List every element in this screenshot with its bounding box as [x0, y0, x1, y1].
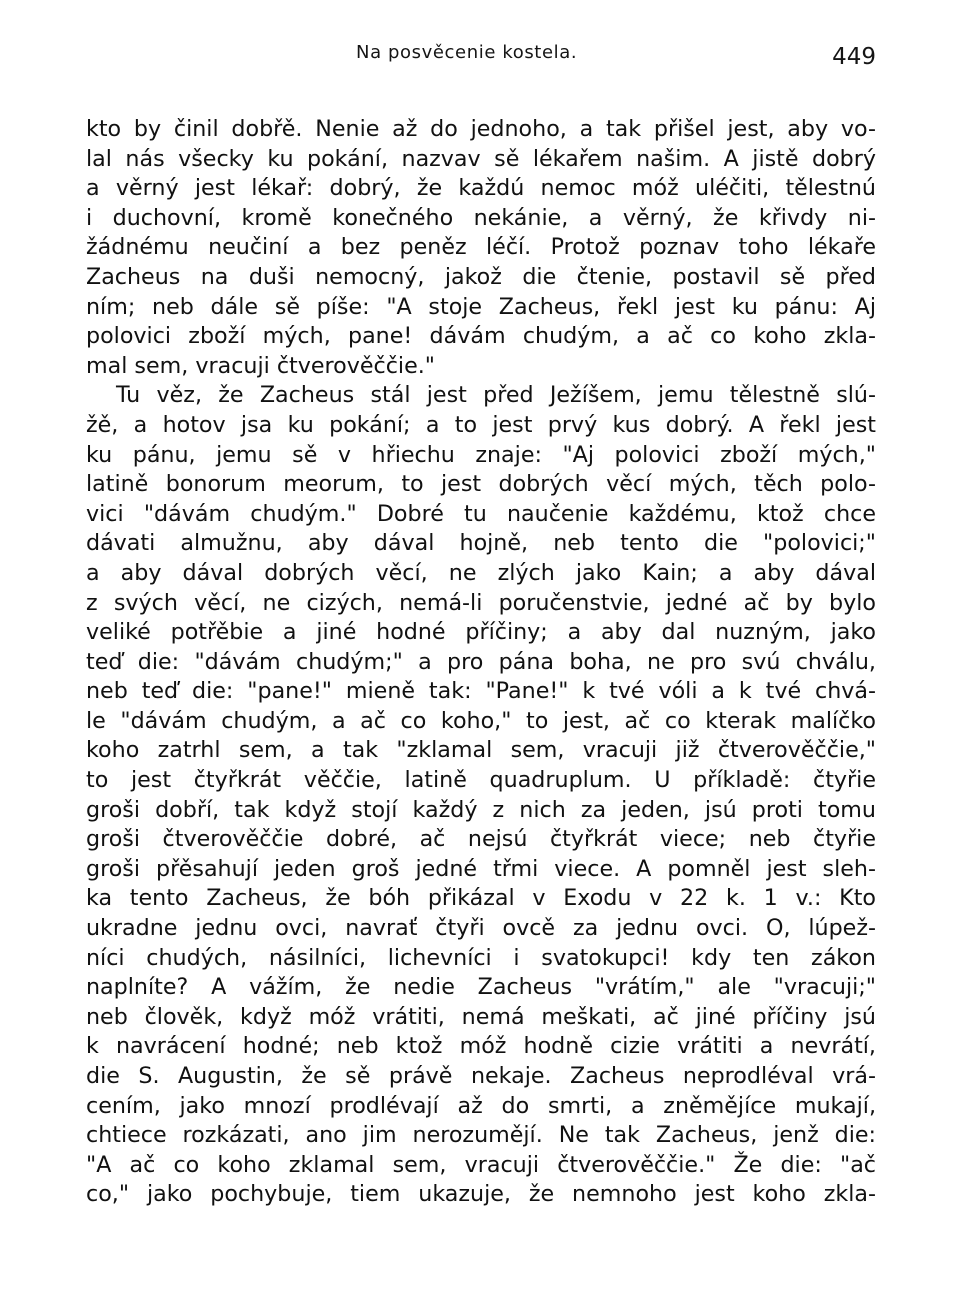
- text-line: teď die: "dávám chudým;" a pro pána boha, ne pro svú chválu,: [86, 648, 876, 675]
- text-line: cením, jako mnozí prodlévají až do smrti, a zněmějíce mukají,: [86, 1092, 876, 1119]
- text-line: co," jako pochybuje, tiem ukazuje, že nemnoho jest koho zkla-: [86, 1181, 876, 1208]
- text-line: ka tento Zacheus, že bóh přikázal v Exodu v 22 k. 1 v.: Kto: [86, 885, 876, 912]
- text-line: i duchovní, kromě konečného nekánie, a věrný, že křivdy ni-: [86, 204, 876, 231]
- text-line: kto by činil dobřě. Nenie až do jednoho, a tak přišel jest, aby vo-: [86, 116, 876, 142]
- text-line: ním; neb dále sě píše: "A stoje Zacheus, řekl jest ku pánu: Aj: [86, 293, 876, 320]
- text-line: neb teď die: "pane!" mieně tak: "Pane!" k tvé vóli a k tvé chvá-: [86, 678, 876, 705]
- text-line: Tu věz, že Zacheus stál jest před Ježíšem, jemu tělestně slú-: [116, 382, 876, 409]
- text-line: žě, a hotov jsa ku pokání; a to jest prvý kus dobrý. A řekl jest: [86, 411, 876, 438]
- text-line: polovici zboží mých, pane! dávám chudým, a ač co koho zkla-: [86, 323, 876, 350]
- text-line: lal nás všecky ku pokání, nazvav sě lékařem našim. A jistě dobrý: [86, 145, 876, 172]
- body-text: [86, 115, 876, 1210]
- page-number: 449: [832, 44, 876, 70]
- text-line: latině bonorum meorum, to jest dobrých věcí mých, těch polo-: [86, 471, 876, 498]
- running-title: Na posvěcenie kostela.: [356, 42, 578, 63]
- text-line: groši přěsahují jeden groš jedné třmi viece. A pomněl jest sleh-: [86, 855, 876, 882]
- text-line: ku pánu, jemu sě v hřiechu znaje: "Aj polovici zboží mých,": [86, 441, 876, 468]
- text-line: naplníte? A vážím, že nedie Zacheus "vrátím," ale "vracuji;": [86, 974, 876, 1001]
- text-line: žádnému neučiní a bez peněz léčí. Protož poznav toho lékaře: [86, 234, 876, 261]
- text-line: ukradne jednu ovci, navrať čtyři ovcě za jednu ovci. O, lúpež-: [86, 915, 876, 942]
- text-line: a aby dával dobrých věcí, ne zlých jako Kain; a aby dával: [86, 559, 876, 586]
- text-line: veliké potřěbie a jiné hodné příčiny; a aby dal nuzným, jako: [86, 619, 876, 646]
- text-line: "A ač co koho zklamal sem, vracuji čtverověččie." Že die: "ač: [86, 1151, 876, 1178]
- text-line: le "dávám chudým, a ač co koho," to jest, ač co kterak malíčko: [86, 707, 876, 734]
- text-line: a věrný jest lékař: dobrý, že každú nemoc móž uléčiti, tělestnú: [86, 175, 876, 202]
- text-line: neb člověk, když móž vrátiti, nemá meškati, ač jiné příčiny jsú: [86, 1003, 876, 1030]
- text-line: koho zatrhl sem, a tak "zklamal sem, vracuji již čtverověččie,": [86, 737, 876, 764]
- text-line: vici "dávám chudým." Dobré tu naučenie každému, ktož chce: [86, 500, 876, 527]
- text-line: groši čtverověččie dobré, ač nejsú čtyřkrát viece; neb čtyřie: [86, 826, 876, 853]
- text-line: die S. Augustin, že sě právě nekaje. Zacheus neprodléval vrá-: [86, 1063, 876, 1089]
- text-line: to jest čtyřkrát věččie, latině quadruplum. U příkladě: čtyřie: [86, 767, 876, 794]
- text-line: dávati almužnu, aby dával hojně, neb tento die "polovici;": [86, 530, 876, 557]
- text-line: níci chudých, násilníci, lichevníci i svatokupci! kdy ten zákon: [86, 944, 876, 971]
- text-line: z svých věcí, ne cizých, nemá-li poručenstvie, jedné ač by bylo: [86, 589, 876, 616]
- text-line: mal sem, vracuji čtverověččie.": [86, 352, 435, 379]
- text-line: chtiece rozkázati, ano jim nerozumějí. Ne tak Zacheus, jenž die:: [86, 1122, 876, 1149]
- text-line: Zacheus na duši nemocný, jakož die čtenie, postavil sě před: [86, 263, 876, 290]
- text-line: k navrácení hodné; neb ktož móž hodně cizie vrátiti a nevrátí,: [86, 1033, 876, 1060]
- text-line: groši dobří, tak když stojí každý z nich za jeden, jsú proti tomu: [86, 796, 876, 823]
